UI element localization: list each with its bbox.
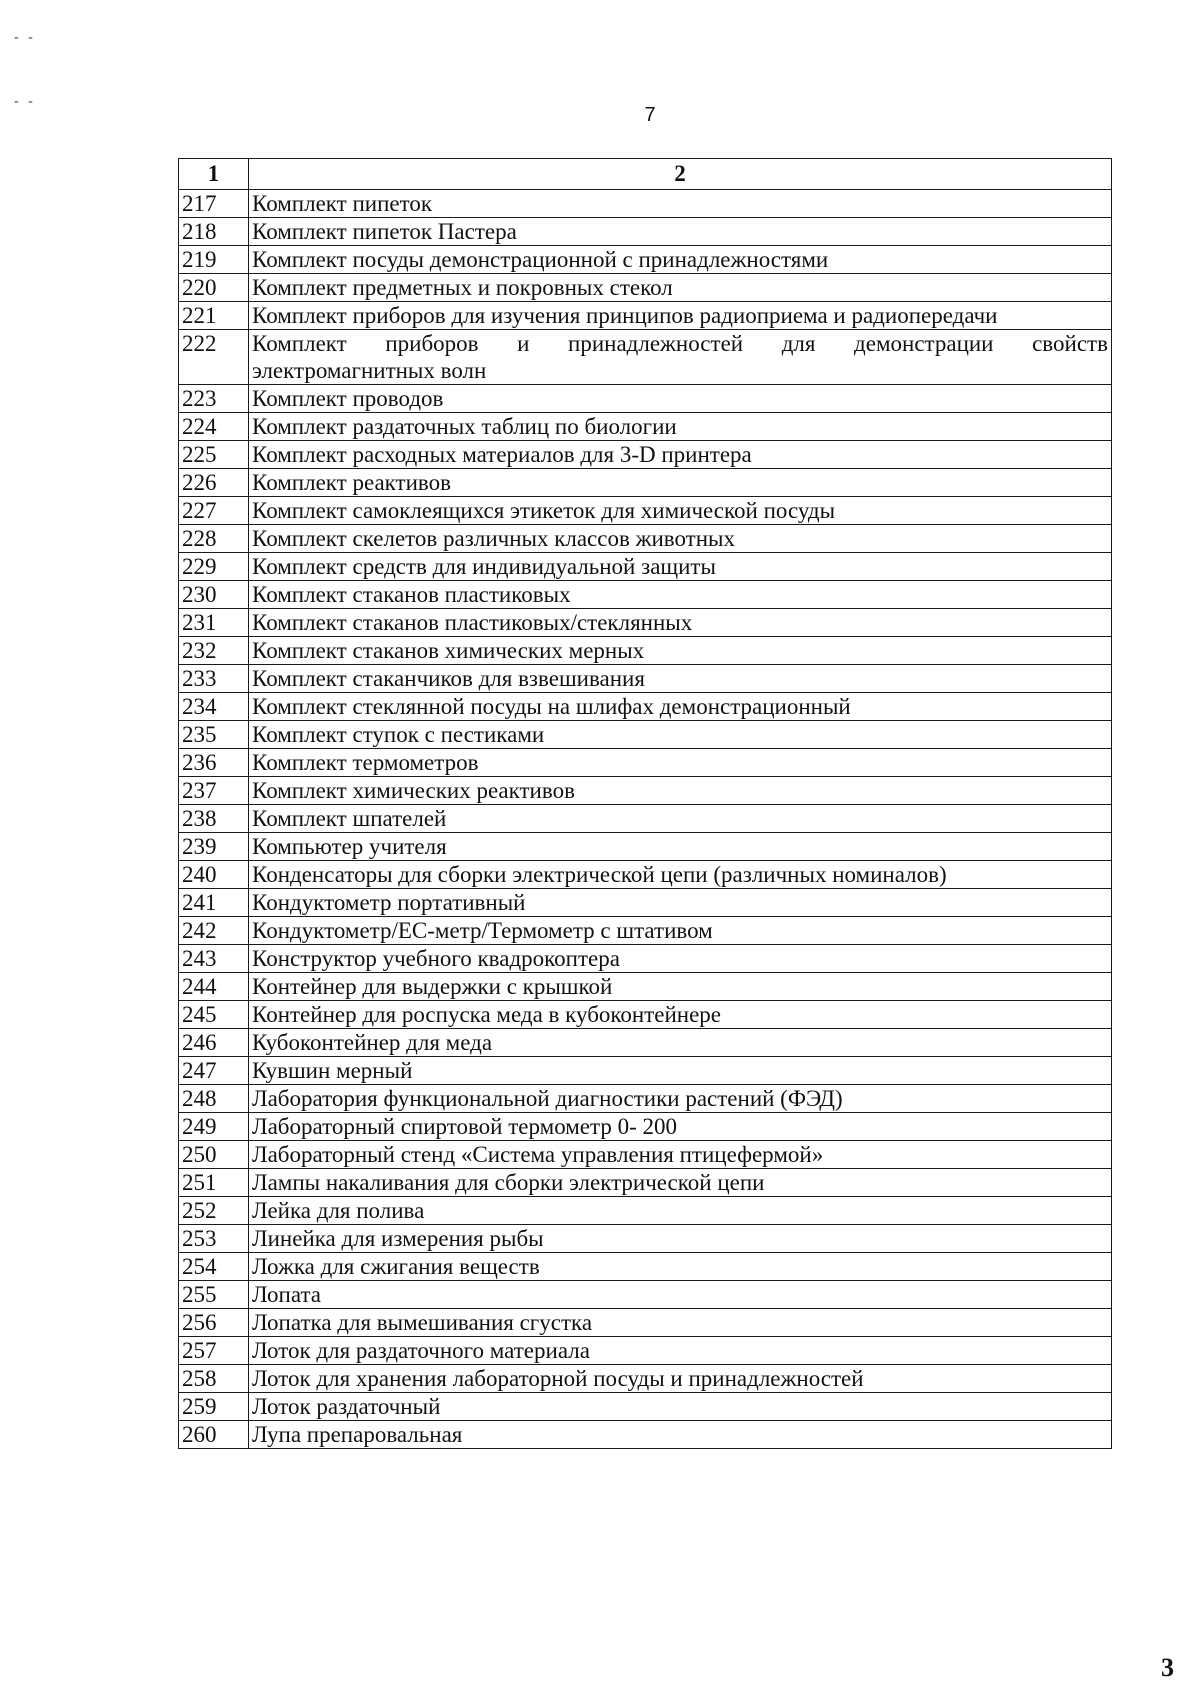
- table-row: [179, 274, 1112, 302]
- table-row: [179, 721, 1112, 749]
- row-item-name-line-1: [252, 330, 1108, 357]
- row-number: 241: [179, 889, 249, 917]
- row-item-name: Конденсаторы для сборки электрической цепи (различных номиналов): [249, 861, 1112, 889]
- table-row: [179, 1113, 1112, 1141]
- row-number: 254: [179, 1253, 249, 1281]
- row-number: 231: [179, 609, 249, 637]
- row-item-name: Кондуктометр портативный: [249, 889, 1112, 917]
- scan-mark-top: - -: [14, 30, 36, 45]
- row-number: 234: [179, 693, 249, 721]
- row-item-name: Лабораторный стенд «Система управления птицефермой»: [249, 1141, 1112, 1169]
- row-item-name: Комплект стаканчиков для взвешивания: [249, 665, 1112, 693]
- table-row: [179, 1197, 1112, 1225]
- row-item-name: Лабораторный спиртовой термометр 0- 200: [249, 1113, 1112, 1141]
- row-number: 249: [179, 1113, 249, 1141]
- table-row: [179, 1225, 1112, 1253]
- row-item-name: Комплект химических реактивов: [249, 777, 1112, 805]
- items-table: [178, 158, 1112, 1449]
- row-number: 221: [179, 302, 249, 330]
- table-row: [179, 1253, 1112, 1281]
- row-number: 255: [179, 1281, 249, 1309]
- scan-mark-second: - -: [14, 94, 36, 109]
- row-item-name: Комплект посуды демонстрационной с принадлежностями: [249, 246, 1112, 274]
- row-number: 238: [179, 805, 249, 833]
- row-item-name: Комплект приборов для изучения принципов радиоприема и радиопередачи: [249, 302, 1112, 330]
- row-item-name: Комплект скелетов различных классов животных: [249, 525, 1112, 553]
- row-item-name: Комплект средств для индивидуальной защиты: [249, 553, 1112, 581]
- row-number: 236: [179, 749, 249, 777]
- table-row: [179, 1281, 1112, 1309]
- row-item-name: Комплект пипеток Пастера: [249, 218, 1112, 246]
- table-row: [179, 190, 1112, 218]
- table-row: [179, 945, 1112, 973]
- table-row: [179, 1393, 1112, 1421]
- row-number: 250: [179, 1141, 249, 1169]
- table-row: [179, 805, 1112, 833]
- row-number: 258: [179, 1365, 249, 1393]
- row-item-name: Лопатка для вымешивания сгустка: [249, 1309, 1112, 1337]
- table-row: [179, 302, 1112, 330]
- table-row: [179, 413, 1112, 441]
- row-number: 232: [179, 637, 249, 665]
- table-row: [179, 246, 1112, 274]
- row-item-name: Комплект шпателей: [249, 805, 1112, 833]
- table-row: [179, 637, 1112, 665]
- row-number: 217: [179, 190, 249, 218]
- row-number: 244: [179, 973, 249, 1001]
- row-item-name: Лейка для полива: [249, 1197, 1112, 1225]
- items-table-container: [178, 158, 1112, 1449]
- row-item-name: Контейнер для выдержки с крышкой: [249, 973, 1112, 1001]
- table-row: [179, 917, 1112, 945]
- row-item-name: Лоток для хранения лабораторной посуды и принадлежностей: [249, 1365, 1112, 1393]
- row-number: 233: [179, 665, 249, 693]
- table-row: [179, 1421, 1112, 1449]
- table-row: [179, 833, 1112, 861]
- row-item-name: Комплект проводов: [249, 385, 1112, 413]
- table-row: [179, 1365, 1112, 1393]
- table-row: [179, 553, 1112, 581]
- row-item-name: Лоток раздаточный: [249, 1393, 1112, 1421]
- row-number: 222: [179, 330, 249, 385]
- row-item-name: Кубоконтейнер для меда: [249, 1029, 1112, 1057]
- row-item-name: Кондуктометр/ЕС-метр/Термометр с штативом: [249, 917, 1112, 945]
- row-number: 225: [179, 441, 249, 469]
- row-item-word: для: [781, 331, 816, 356]
- row-item-name: Комплект реактивов: [249, 469, 1112, 497]
- row-item-name-line-2: электромагнитных волн: [252, 358, 487, 383]
- table-body: [179, 190, 1112, 1449]
- table-row: [179, 497, 1112, 525]
- row-number: 245: [179, 1001, 249, 1029]
- row-item-name: Комплект самоклеящихся этикеток для химической посуды: [249, 497, 1112, 525]
- row-number: 243: [179, 945, 249, 973]
- table-row: [179, 749, 1112, 777]
- row-number: 224: [179, 413, 249, 441]
- table-row: [179, 889, 1112, 917]
- row-item-name: Комплект расходных материалов для 3-D принтера: [249, 441, 1112, 469]
- table-row: [179, 330, 1112, 385]
- row-item-name: Комплект стаканов пластиковых: [249, 581, 1112, 609]
- row-number: 228: [179, 525, 249, 553]
- table-row: [179, 441, 1112, 469]
- table-row: [179, 973, 1112, 1001]
- row-number: 227: [179, 497, 249, 525]
- table-row: [179, 1085, 1112, 1113]
- row-item-name: [249, 330, 1112, 385]
- table-row: [179, 665, 1112, 693]
- row-item-name: Комплект ступок с пестиками: [249, 721, 1112, 749]
- row-item-name: Комплект стаканов химических мерных: [249, 637, 1112, 665]
- row-number: 237: [179, 777, 249, 805]
- row-number: 229: [179, 553, 249, 581]
- table-header-row: [179, 159, 1112, 190]
- row-number: 251: [179, 1169, 249, 1197]
- row-number: 230: [179, 581, 249, 609]
- table-row: [179, 609, 1112, 637]
- row-number: 253: [179, 1225, 249, 1253]
- row-number: 246: [179, 1029, 249, 1057]
- row-item-name: Комплект предметных и покровных стекол: [249, 274, 1112, 302]
- row-item-name: Комплект термометров: [249, 749, 1112, 777]
- row-number: 259: [179, 1393, 249, 1421]
- corner-mark: 3: [1161, 1653, 1174, 1682]
- row-number: 235: [179, 721, 249, 749]
- row-number: 247: [179, 1057, 249, 1085]
- table-row: [179, 777, 1112, 805]
- row-item-word: свойств: [1032, 331, 1108, 356]
- row-item-word: приборов: [385, 331, 479, 356]
- row-item-name: Комплект стаканов пластиковых/стеклянных: [249, 609, 1112, 637]
- row-item-name: Лаборатория функциональной диагностики растений (ФЭД): [249, 1085, 1112, 1113]
- row-item-name: Компьютер учителя: [249, 833, 1112, 861]
- table-row: [179, 1141, 1112, 1169]
- row-number: 226: [179, 469, 249, 497]
- page-number: 7: [644, 104, 656, 126]
- table-row: [179, 861, 1112, 889]
- table-row: [179, 693, 1112, 721]
- row-item-word: Комплект: [252, 331, 347, 356]
- table-row: [179, 1337, 1112, 1365]
- row-item-name: Лупа препаровальная: [249, 1421, 1112, 1449]
- row-item-word: принадлежностей: [568, 331, 744, 356]
- row-number: 257: [179, 1337, 249, 1365]
- row-number: 223: [179, 385, 249, 413]
- row-number: 239: [179, 833, 249, 861]
- table-row: [179, 1309, 1112, 1337]
- row-item-name: Комплект раздаточных таблиц по биологии: [249, 413, 1112, 441]
- row-item-name: Лопата: [249, 1281, 1112, 1309]
- column-header-name: 2: [249, 159, 1112, 190]
- row-item-word: демонстрации: [854, 331, 994, 356]
- table-row: [179, 525, 1112, 553]
- row-number: 219: [179, 246, 249, 274]
- table-row: [179, 218, 1112, 246]
- row-item-name: Комплект пипеток: [249, 190, 1112, 218]
- table-row: [179, 581, 1112, 609]
- row-number: 218: [179, 218, 249, 246]
- row-number: 248: [179, 1085, 249, 1113]
- row-number: 256: [179, 1309, 249, 1337]
- row-item-name: Ложка для сжигания веществ: [249, 1253, 1112, 1281]
- row-item-name: Линейка для измерения рыбы: [249, 1225, 1112, 1253]
- row-number: 252: [179, 1197, 249, 1225]
- table-row: [179, 1169, 1112, 1197]
- column-header-number: 1: [179, 159, 249, 190]
- row-number: 240: [179, 861, 249, 889]
- row-item-name: Конструктор учебного квадрокоптера: [249, 945, 1112, 973]
- table-row: [179, 469, 1112, 497]
- row-number: 242: [179, 917, 249, 945]
- table-row: [179, 1029, 1112, 1057]
- row-item-name: Кувшин мерный: [249, 1057, 1112, 1085]
- row-item-name: Комплект стеклянной посуды на шлифах демонстрационный: [249, 693, 1112, 721]
- row-number: 220: [179, 274, 249, 302]
- row-item-name: Лампы накаливания для сборки электрической цепи: [249, 1169, 1112, 1197]
- table-row: [179, 1057, 1112, 1085]
- row-number: 260: [179, 1421, 249, 1449]
- row-item-name: Лоток для раздаточного материала: [249, 1337, 1112, 1365]
- row-item-word: и: [517, 331, 530, 356]
- row-item-name: Контейнер для роспуска меда в кубоконтейнере: [249, 1001, 1112, 1029]
- table-row: [179, 1001, 1112, 1029]
- table-row: [179, 385, 1112, 413]
